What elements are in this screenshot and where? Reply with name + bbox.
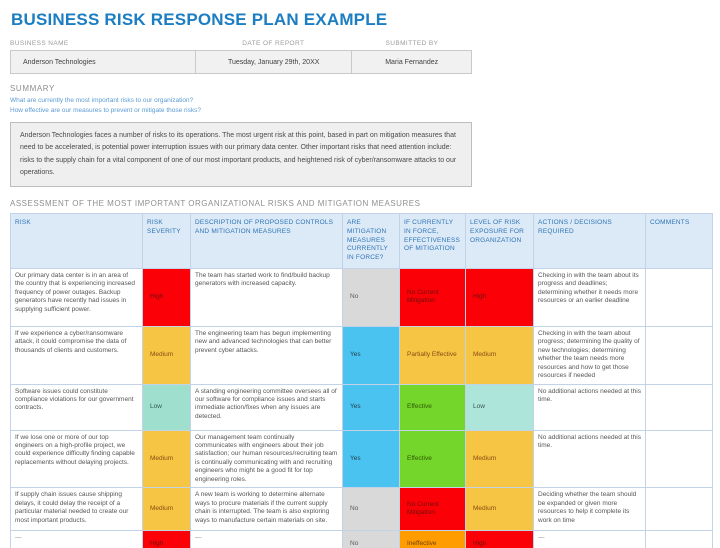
submitted-by-value: Maria Fernandez [351, 51, 471, 73]
report-info-values [10, 50, 472, 74]
summary-heading: SUMMARY [10, 84, 55, 93]
effectiveness-cell: No Current Mitigation [400, 268, 466, 326]
column-header: ACTIONS / DECISIONS REQUIRED [534, 214, 646, 269]
effectiveness-cell: Ineffective [400, 531, 466, 548]
actions-cell: Checking in with the team about its progress and deadlines; determining whether it needs more resources or an earlier deadline [534, 268, 646, 326]
effectiveness-cell: Effective [400, 384, 466, 430]
risk-cell: Our primary data center is in an area of the country that is experiencing increased frequency of power outages. Backup generators have recently had issues in supplying sufficient power. [11, 268, 143, 326]
comments-cell [646, 430, 713, 488]
exposure-cell: Low [466, 384, 534, 430]
actions-cell: No additional actions needed at this time. [534, 384, 646, 430]
in-force-cell: No [343, 268, 400, 326]
business-name-label: BUSINESS NAME [10, 40, 69, 47]
assessment-heading: ASSESSMENT OF THE MOST IMPORTANT ORGANIZATIONAL RISKS AND MITIGATION MEASURES [10, 199, 421, 209]
column-header: COMMENTS [646, 214, 713, 269]
effectiveness-cell: No Current Mitigation [400, 488, 466, 531]
risk-assessment-table [10, 213, 713, 548]
summary-text-box: Anderson Technologies faces a number of risks to its operations. The most urgent risk at this point, based in part on mitigation measures that need to be accelerated, is potential power interruption issues with our primary data center. Other important risks that need attention include: risks to the supply chain for a vital component of one of our most important products, and heightened risk of cyber/ransomware attacks to our operations. [10, 122, 472, 187]
severity-cell: High [143, 268, 191, 326]
risk-cell: Software issues could constitute compliance violations for our government contracts. [11, 384, 143, 430]
severity-cell: High [143, 531, 191, 548]
comments-cell [646, 268, 713, 326]
table-row [11, 531, 713, 548]
in-force-cell: No [343, 488, 400, 531]
table-row [11, 430, 713, 488]
effectiveness-cell: Effective [400, 430, 466, 488]
severity-cell: Medium [143, 326, 191, 384]
severity-cell: Medium [143, 488, 191, 531]
in-force-cell: Yes [343, 326, 400, 384]
column-header: RISK [11, 214, 143, 269]
table-row [11, 268, 713, 326]
risk-cell: If supply chain issues cause shipping delays, it could delay the receipt of a particular material needed to create our most important products. [11, 488, 143, 531]
submitted-by-label: SUBMITTED BY [385, 40, 439, 47]
column-header: DESCRIPTION OF PROPOSED CONTROLS AND MITIGATION MEASURES [191, 214, 343, 269]
report-info-bar [10, 40, 472, 74]
risk-table-body [11, 268, 713, 548]
actions-cell: Deciding whether the team should be expanded or given more resources to help it complete its work on time [534, 488, 646, 531]
report-info-labels [10, 40, 472, 47]
date-of-report-value: Tuesday, January 29th, 20XX [195, 51, 351, 73]
comments-cell [646, 531, 713, 548]
actions-cell: Checking in with the team about progress; determining the quality of new technologies; determining whether the team needs more resources and how to get those resources if needed [534, 326, 646, 384]
exposure-cell: Medium [466, 430, 534, 488]
effectiveness-cell: Partially Effective [400, 326, 466, 384]
actions-cell: — [534, 531, 646, 548]
comments-cell [646, 384, 713, 430]
table-row [11, 488, 713, 531]
column-header: ARE MITIGATION MEASURES CURRENTLY IN FORCE? [343, 214, 400, 269]
exposure-cell: Medium [466, 488, 534, 531]
description-cell: A new team is working to determine alternate ways to procure materials if the current supply chain is interrupted. The team is also exploring ways to manufacture certain materials on site. [191, 488, 343, 531]
exposure-cell: Medium [466, 326, 534, 384]
table-row [11, 326, 713, 384]
risk-cell: If we experience a cyber/ransomware attack, it could compromise the data of thousands of clients and customers. [11, 326, 143, 384]
risk-cell: — [11, 531, 143, 548]
column-header: IF CURRENTLY IN FORCE, EFFECTIVENESS OF MITIGATION [400, 214, 466, 269]
exposure-cell: High [466, 531, 534, 548]
severity-cell: Low [143, 384, 191, 430]
summary-question-2: How effective are our measures to prevent or mitigate those risks? [10, 107, 201, 115]
date-of-report-label: DATE OF REPORT [242, 40, 305, 47]
description-cell: The engineering team has begun implementing new and advanced technologies that can better prevent cyber attacks. [191, 326, 343, 384]
description-cell: Our management team continually communicates with engineers about their job satisfaction; our human resources/recruiting team is continually communicating with and recruiting engineers who might be a good fit for top engineering roles. [191, 430, 343, 488]
table-header-row [11, 214, 713, 269]
severity-cell: Medium [143, 430, 191, 488]
description-cell: A standing engineering committee oversees all of our software for compliance issues and starts immediate action/fixes when any issues are detected. [191, 384, 343, 430]
risk-cell: If we lose one or more of our top engineers on a high-profile project, we could experience difficulty finding capable replacements without delaying projects. [11, 430, 143, 488]
column-header: RISK SEVERITY [143, 214, 191, 269]
in-force-cell: Yes [343, 384, 400, 430]
description-cell: The team has started work to find/build backup generators with increased capacity. [191, 268, 343, 326]
description-cell: — [191, 531, 343, 548]
page-title: BUSINESS RISK RESPONSE PLAN EXAMPLE [11, 10, 388, 29]
in-force-cell: Yes [343, 430, 400, 488]
exposure-cell: High [466, 268, 534, 326]
table-row [11, 384, 713, 430]
summary-question-1: What are currently the most important risks to our organization? [10, 97, 194, 104]
actions-cell: No additional actions needed at this time. [534, 430, 646, 488]
comments-cell [646, 326, 713, 384]
comments-cell [646, 488, 713, 531]
in-force-cell: No [343, 531, 400, 548]
column-header: LEVEL OF RISK EXPOSURE FOR ORGANIZATION [466, 214, 534, 269]
business-name-value: Anderson Technologies [23, 58, 96, 66]
